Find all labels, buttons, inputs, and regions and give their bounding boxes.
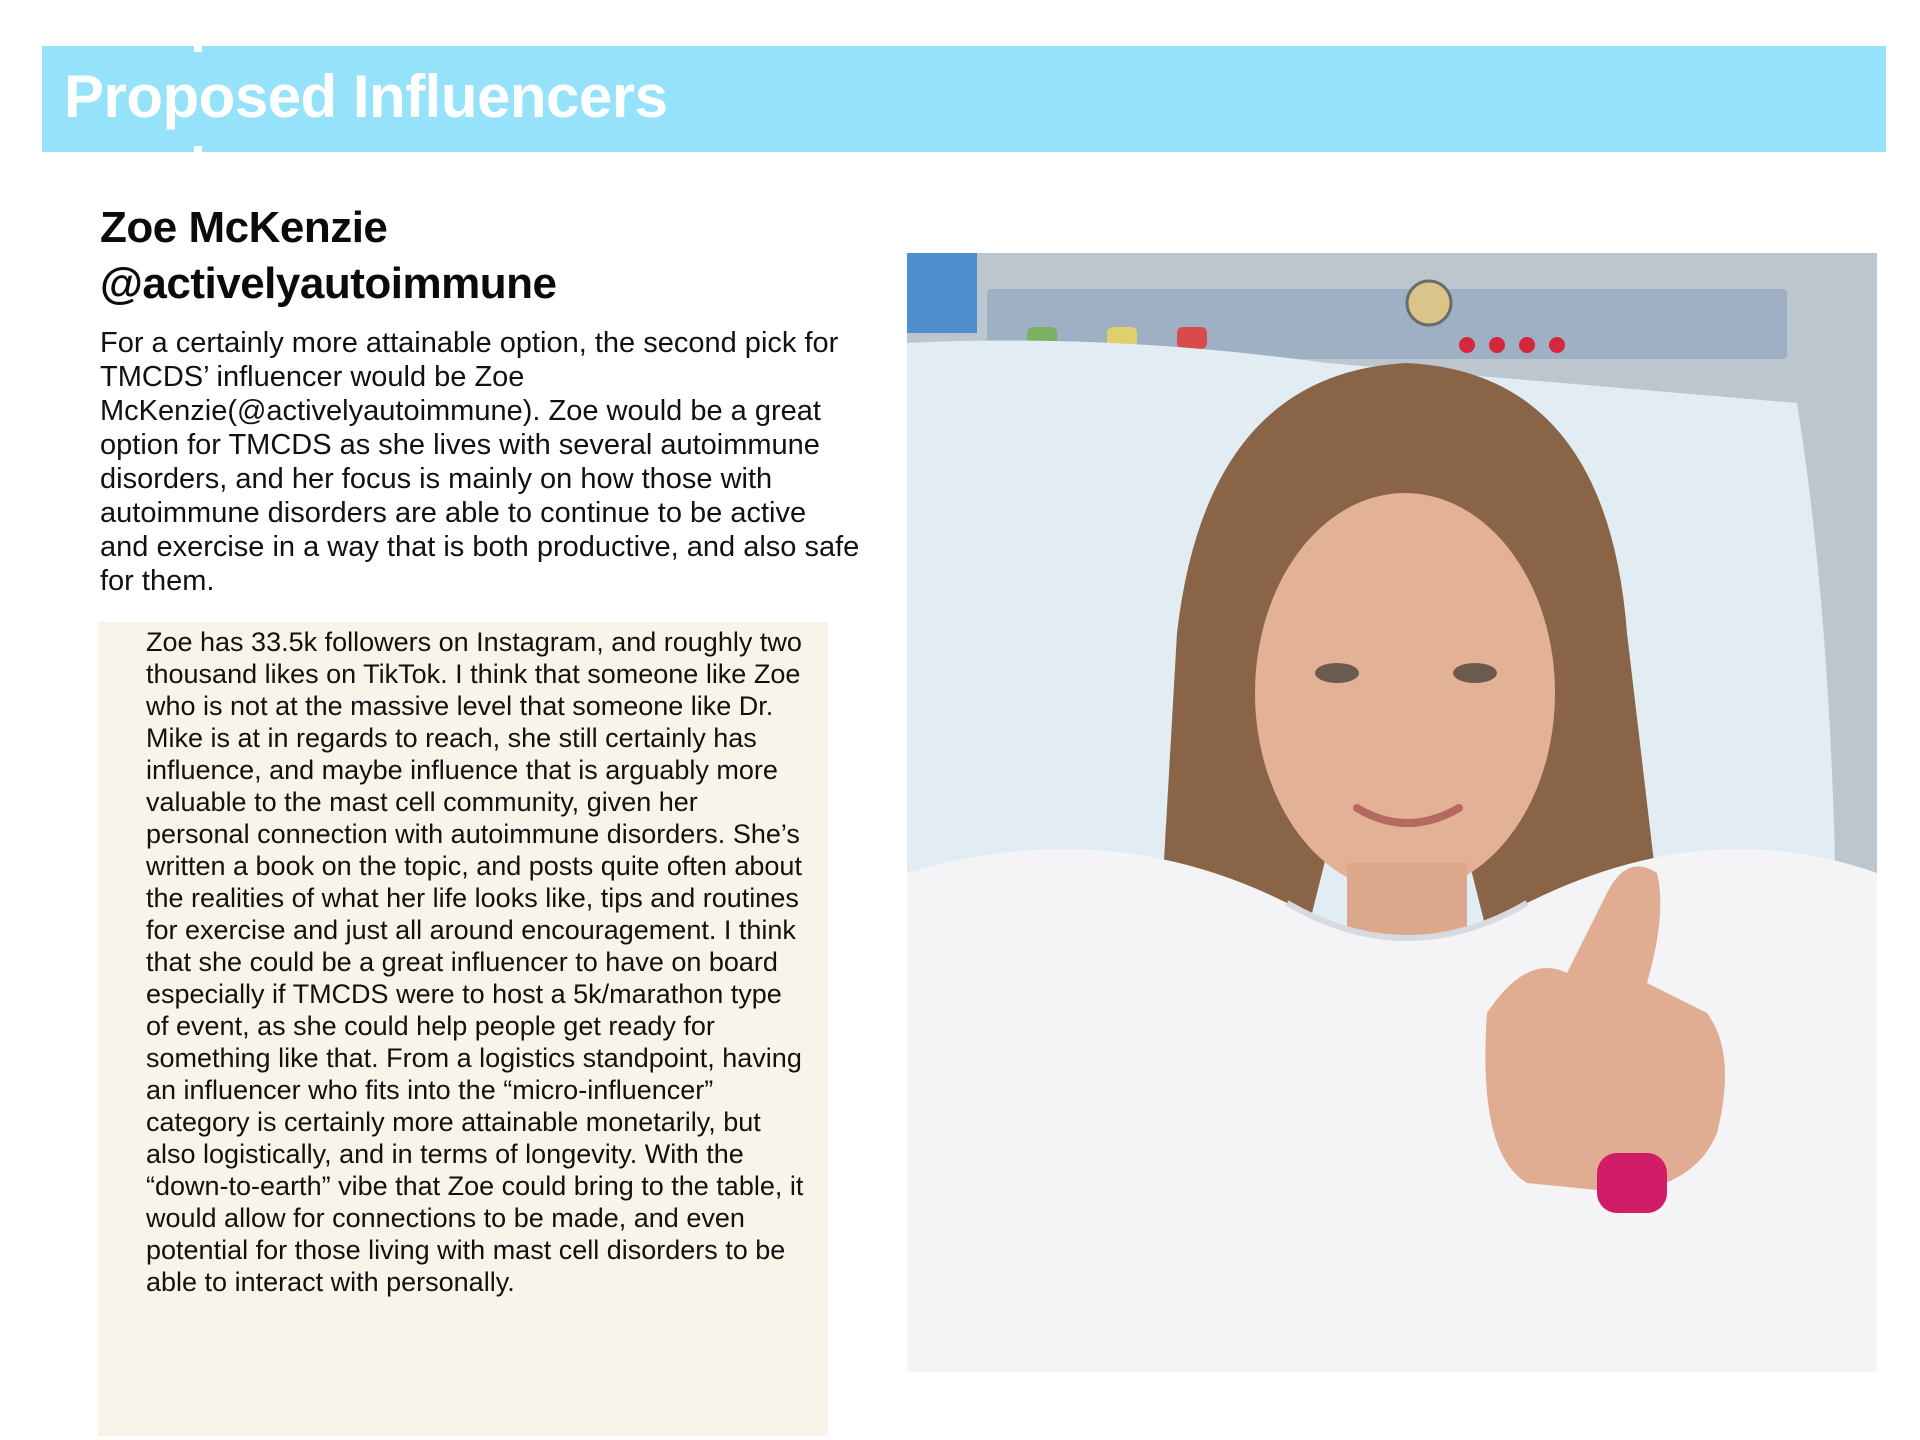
photo-valve — [1489, 337, 1505, 353]
photo-sign — [907, 253, 977, 333]
photo-scrunchie — [1597, 1153, 1667, 1213]
photo-valve — [1519, 337, 1535, 353]
photo-eye-right — [1453, 663, 1497, 683]
photo-illustration — [907, 253, 1877, 1372]
details-paragraph: Zoe has 33.5k followers on Instagram, and roughly two thousand likes on TikTok. I think that someone like Zoe who is not at the massive level that someone like Dr. Mike is at in regards to reach, she still certainly has influence, and maybe influence that is arguably more valuable to the mast cell community, given her personal connection with autoimmune disorders. She’s written a book on the topic, and posts quite often about the realities of what her life looks like, tips and routines for exercise and just all around encouragement. I think that she could be a great influencer to have on board especially if TMCDS were to host a 5k/marathon type of event, as she could help people get ready for something like that. From a logistics standpoint, having an influencer who fits into the “micro-influencer” category is certainly more attainable monetarily, but also logistically, and in terms of longevity. With the “down-to-earth” vibe that Zoe could bring to the table, it would allow for connections to be made, and even potential for those living with mast cell disorders to be able to interact with personally. — [146, 627, 804, 1297]
title-banner — [42, 46, 1886, 152]
influencer-heading — [100, 200, 556, 312]
influencer-name: Zoe McKenzie — [100, 203, 388, 252]
photo-gauge — [1407, 281, 1451, 325]
photo-outlet — [1177, 327, 1207, 349]
page-title: Proposed Influencers — [64, 63, 668, 130]
photo-valve — [1459, 337, 1475, 353]
photo-valve — [1549, 337, 1565, 353]
photo-eye-left — [1315, 663, 1359, 683]
details-box — [98, 622, 828, 1436]
banner-tick-bottom — [194, 146, 202, 156]
banner-tick-top — [194, 42, 202, 52]
intro-paragraph: For a certainly more attainable option, the second pick for TMCDS’ influencer would be Zoe McKenzie(@activelyautoimmune). Zoe would be a great option for TMCDS as she lives with several autoimmune disorders, and her focus is mainly on how those with autoimmune disorders are able to continue to be active and exercise in a way that is both productive, and also safe for them. — [100, 327, 860, 597]
photo-face — [1255, 493, 1555, 893]
influencer-handle: @activelyautoimmune — [100, 259, 557, 308]
influencer-photo — [907, 253, 1877, 1372]
